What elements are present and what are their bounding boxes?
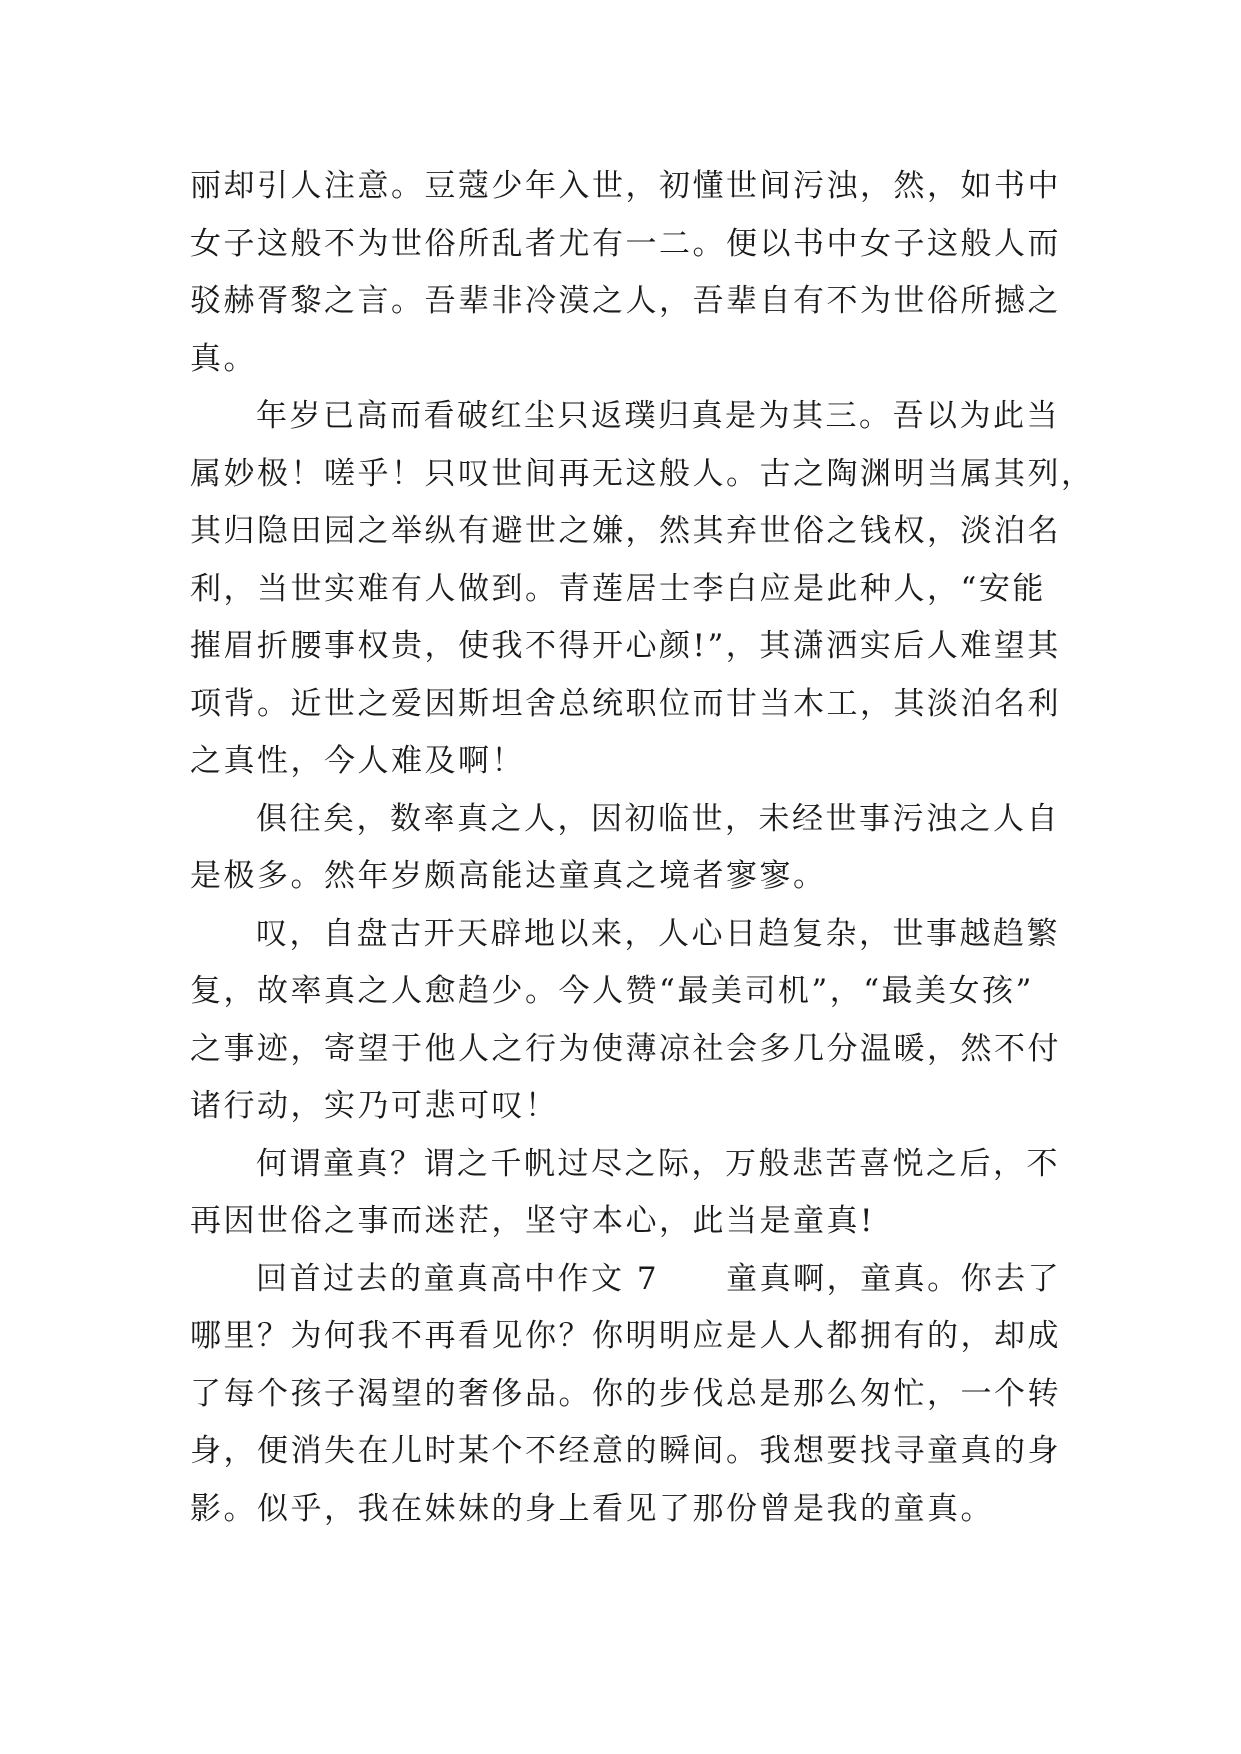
- text-line: 了每个孩子渴望的奢侈品。你的步伐总是那么匆忙，一个转: [190, 1375, 1061, 1412]
- paragraph-first-line: 回首过去的童真高中作文 7 童真啊，童真。你去了: [256, 1260, 1062, 1297]
- text-line: 摧眉折腰事权贵，使我不得开心颜!”，其潇洒实后人难望其: [190, 628, 1061, 664]
- paragraph-first-line: 叹，自盘古开天辟地以来，人心日趋复杂，世事越趋繁: [256, 915, 1060, 952]
- text-line: 丽却引人注意。豆蔻少年入世，初懂世间污浊，然，如书中: [190, 168, 1061, 204]
- text-line: 之真性，今人难及啊！: [190, 743, 525, 779]
- text-line: 影。似乎，我在妹妹的身上看见了那份曾是我的童真。: [190, 1490, 994, 1527]
- paragraph-first-line: 何谓童真？谓之千帆过尽之际，万般悲苦喜悦之后，不: [256, 1145, 1060, 1182]
- text-line: 驳赫胥黎之言。吾辈非冷漠之人，吾辈自有不为世俗所撼之: [190, 283, 1061, 319]
- text-line: 之事迹，寄望于他人之行为使薄凉社会多几分温暖，然不付: [190, 1030, 1061, 1067]
- text-line: 女子这般不为世俗所乱者尤有一二。便以书中女子这般人而: [190, 225, 1061, 262]
- essay-body: [190, 158, 1095, 1538]
- paragraph-first-line: 年岁已高而看破红尘只返璞归真是为其三。吾以为此当: [256, 398, 1060, 434]
- text-line: 其归隐田园之举纵有避世之嫌，然其弃世俗之钱权，淡泊名: [190, 513, 1061, 549]
- text-line: 利，当世实难有人做到。青莲居士李白应是此种人，“安能: [190, 570, 1046, 607]
- text-line: 项背。近世之爱因斯坦舍总统职位而甘当木工，其淡泊名利: [190, 685, 1061, 722]
- text-line: 哪里？为何我不再看见你？你明明应是人人都拥有的，却成: [190, 1318, 1061, 1354]
- text-line: 复，故率真之人愈趋少。今人赞“最美司机”，“最美女孩”: [190, 973, 1034, 1009]
- text-line: 身，便消失在儿时某个不经意的瞬间。我想要找寻童真的身: [190, 1433, 1061, 1469]
- text-line: 再因世俗之事而迷茫，坚守本心，此当是童真!: [190, 1203, 875, 1239]
- text-line: 真。: [190, 340, 257, 377]
- text-line: 是极多。然年岁颇高能达童真之境者寥寥。: [190, 858, 827, 894]
- text-line: 诸行动，实乃可悲可叹！: [190, 1088, 559, 1124]
- paragraph-first-line: 俱往矣，数率真之人，因初临世，未经世事污浊之人自: [256, 800, 1060, 837]
- text-line: 属妙极！嗟乎！只叹世间再无这般人。古之陶渊明当属其列，: [190, 455, 1095, 492]
